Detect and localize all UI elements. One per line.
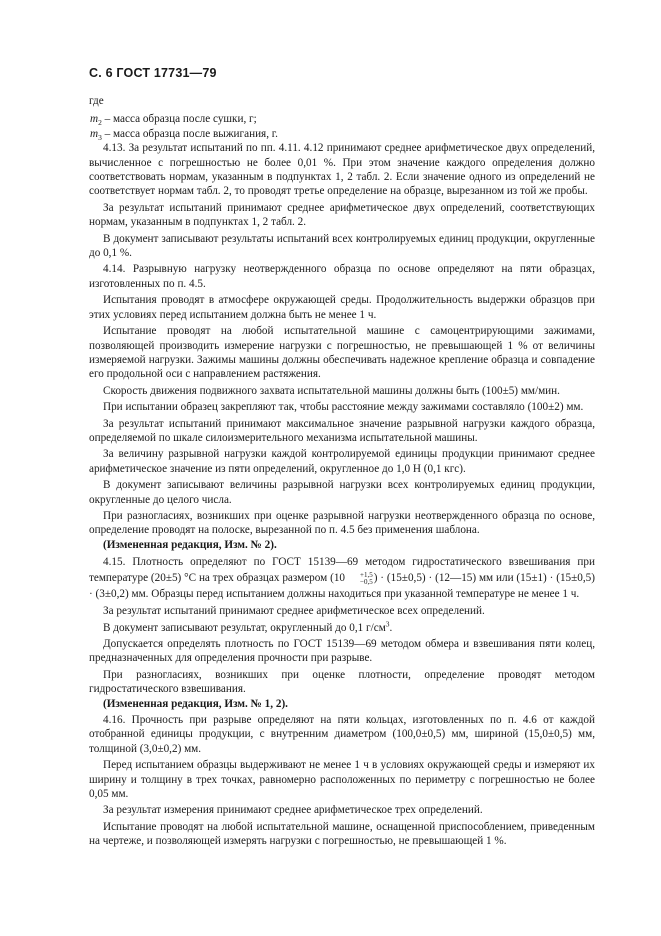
definition-m3 — [89, 127, 595, 141]
m2-symbol: m — [90, 113, 99, 126]
paragraph-4-15 — [89, 554, 595, 602]
m2-text: – масса образца после сушки, г; — [101, 113, 257, 126]
document-body — [89, 94, 595, 849]
p4-15-text-start: 4.15. Плотность определяют по ГОСТ 15139—69 методом гидростатического взвешивания при температуре (20±5) °С на трех образцах размером (10 — [89, 556, 595, 585]
paragraph-4-14-average: За величину разрывной нагрузки каждой контролируемой единицы продукции принимают среднее арифметическое значение из пяти определений, округленное до 1,0 Н (0,1 кгс). — [89, 448, 595, 475]
paragraph-4-15-dispute: При разногласиях, возникших при оценке плотности, определение проводят методом гидростатического взвешивания. — [89, 668, 595, 696]
paragraph-4-15-record — [89, 618, 595, 635]
paragraph-4-16: 4.16. Прочность при разрыве определяют на пяти кольцах, изготовленных по п. 4.6 от каждой отобранной единицы продукции, с внутренним диаметром (100,0±0,5) мм, шириной (15,0±0,5) мм, толщиной (3,0±0,2) мм. — [89, 714, 595, 755]
paragraph-4-15-result: За результат испытаний принимают среднее арифметическое всех определений. — [103, 605, 485, 618]
paragraph-4-16-result: За результат измерения принимают среднее арифметическое трех определений. — [103, 804, 483, 817]
m3-symbol: m — [90, 127, 99, 140]
paragraph-4-16-machine: Испытание проводят на любой испытательной машине, оснащенной приспособлением, приведенным на чертеже, и позволяющей измерять нагрузки с погрешностью, не превышающей 1 %. — [89, 820, 595, 848]
m3-subscript: 3 — [98, 133, 102, 143]
paragraph-4-14-dispute: При разногласиях, возникших при оценке разрывной нагрузки неотвержденного образца по основе, определение проводят на полоске, вырезанной по п. 4.5 без применения шаблона. — [89, 509, 595, 537]
page-header: С. 6 ГОСТ 17731—79 — [89, 66, 217, 80]
tolerance-upper: +1,5 — [360, 570, 373, 579]
paragraph-4-14-speed: Скорость движения подвижного захвата испытательной машины должны быть (100±5) мм/мин. — [103, 384, 560, 397]
paragraph-4-14-conditions: Испытания проводят в атмосфере окружающей среды. Продолжительность выдержки образцов при этих условиях перед испытанием должна быть не менее 1 ч. — [89, 294, 595, 321]
tolerance-fraction — [346, 572, 373, 586]
paragraph-4-14-record: В документ записывают величины разрывной нагрузки всех контролируемых единиц продукции, округленные до целого числа. — [89, 479, 595, 506]
cubic-superscript: 3 — [385, 618, 390, 628]
tolerance-lower: −0,5 — [360, 577, 373, 586]
amendment-note-2: (Измененная редакция, Изм. № 1, 2). — [103, 697, 288, 710]
definition-m2 — [89, 112, 595, 126]
m2-subscript: 2 — [98, 118, 102, 128]
p4-15-text-end: ) · (15±0,5) · (12—15) мм или (15±1) · (15±0,5) · (3±0,2) мм. Образцы перед испытанием должны находиться при указанной температуре не менее 1 ч. — [89, 572, 595, 601]
paragraph-4-15-alt-method: Допускается определять плотность по ГОСТ 15139—69 методом обмера и взвешивания пяти колец, предназначенных для определения прочности при разрыве. — [89, 638, 595, 665]
paragraph-4-14-clamp: При испытании образец закрепляют так, чтобы расстояние между зажимами составляло (100±2) мм. — [103, 401, 584, 414]
paragraph-4-13-result: За результат испытаний принимают среднее арифметическое двух определений, соответствующих нормам, указанным в подпунктах 1, 2 табл. 2. — [89, 201, 595, 229]
paragraph-4-14-result: За результат испытаний принимают максимальное значение разрывной нагрузки каждого образца, определяемой по шкале силоизмерительного механизма испытательной машины. — [89, 417, 595, 444]
paragraph-4-14: 4.14. Разрывную нагрузку неотвержденного образца по основе определяют на пяти образцах, изготовленных по п. 4.5. — [89, 263, 595, 290]
where-label: где — [89, 95, 104, 107]
paragraph-4-14-machine: Испытание проводят на любой испытательной машине с самоцентрирующими зажимами, позволяющей производить измерение нагрузки с погрешностью, не превышающей 1 % от величины измеряемой нагрузки. Зажимы машины должны обеспечивать надежное крепление образца и совпадение его продольной оси с направлением растяжения. — [89, 325, 595, 381]
paragraph-4-16-conditioning: Перед испытанием образцы выдерживают не менее 1 ч в условиях окружающей среды и измеряют их ширину и толщину в трех точках, равномерно расположенных по периметру с погрешностью не более 0,05 мм. — [89, 759, 595, 801]
p4-15-record-end: . — [389, 621, 393, 634]
amendment-note-1: (Измененная редакция, Изм. № 2). — [103, 538, 277, 551]
paragraph-4-13: 4.13. За результат испытаний по пп. 4.11. 4.12 принимают среднее арифметическое двух определений, вычисленное с погрешностью не более 0,01 %. При этом значение каждого определения должно соответствовать нормам, указанным в подпунктах 1, 2 табл. 2. Если значение одного из определений не соответствует нормам табл. 2, то проводят третье определение на образце, вырезанном из той же пробы. — [89, 142, 595, 198]
p4-15-record-text: В документ записывают результат, округленный до 0,1 г/см — [103, 621, 386, 634]
m3-text: – масса образца после выжигания, г. — [101, 127, 278, 140]
paragraph-4-13-record: В документ записывают результаты испытаний всех контролируемых единиц продукции, округленные до 0,1 %. — [89, 232, 595, 260]
